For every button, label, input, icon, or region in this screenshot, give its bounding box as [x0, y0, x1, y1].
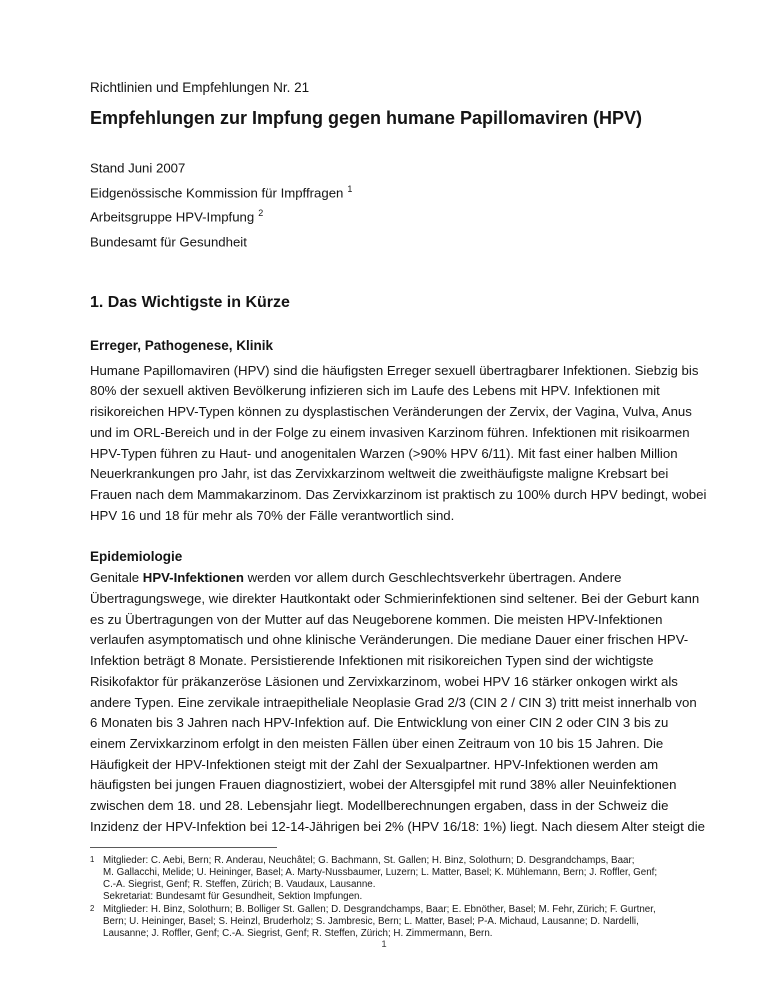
- text-line: HPV 16 und 18 für mehr als 70% der Fälle verantwortlich sind.: [90, 507, 455, 523]
- credits-block: [90, 154, 768, 253]
- text-line: HPV-Typen führen zu Haut- und anogenitalen Warzen (>90% HPV 6/11). Mit fast einer halben Million: [90, 445, 678, 461]
- footnote-marker-1: 1: [90, 854, 95, 864]
- text-line: risikoreichen HPV-Typen können zu dysplastischen Veränderungen der Zervix, der Vagina, Vulva, Anus: [90, 404, 692, 420]
- footnote-line: Bern; U. Heininger, Basel; S. Heinzl, Bruderholz; S. Jambresic, Bern; L. Matter, Basel; P-A. Michaud, Lausanne; D. Nardelli,: [103, 916, 639, 927]
- text-line: 6 Monaten bis 3 Jahren nach HPV-Infektion auf. Die Entwicklung von einer CIN 2 oder CIN 3 bis zu: [90, 715, 669, 731]
- footnote-text-2: [103, 904, 656, 941]
- text-line: andere Typen. Eine zervikale intraepitheliale Neoplasie Grad 2/3 (CIN 2 / CIN 3) tritt meist innerhalb von: [90, 694, 697, 710]
- credit-line: [90, 228, 768, 253]
- text-line: Inzidenz der HPV-Infektion bei 12-14-Jährigen bei 2% (HPV 16/18: 1%) liegt. Nach diesem Alter steigt die: [90, 818, 706, 834]
- credit-line: [90, 179, 768, 204]
- text-line: zwischen dem 18. und 28. Lebensjahr liegt. Modellberechnungen ergaben, dass in der Schweiz die: [90, 798, 669, 814]
- text-line: Humane Papillomaviren (HPV) sind die häufigsten Erreger sexuell übertragbarer Infektionen. Siebzig bis: [90, 362, 699, 378]
- paragraph-epidemiologie: [90, 568, 768, 837]
- credit-text: Bundesamt für Gesundheit: [90, 234, 247, 250]
- footnote-line: Sekretariat: Bundesamt für Gesundheit, Sektion Impfungen.: [103, 891, 363, 903]
- credit-line: [90, 203, 768, 228]
- text-line: verlaufen asymptomatisch und ohne klinische Veränderungen. Die mediane Dauer einer frischen HPV-: [90, 632, 689, 648]
- subsection-heading-erreger: Erreger, Pathogenese, Klinik: [90, 337, 274, 353]
- subsection-heading-epidemiologie: Epidemiologie: [90, 549, 183, 565]
- footnote-marker-2: 2: [90, 903, 95, 913]
- text-line: häufigsten bei jungen Frauen diagnostiziert, wobei der Altersgipfel mit rund 38% aller Neuinfektionen: [90, 777, 677, 793]
- document-title: Empfehlungen zur Impfung gegen humane Papillomaviren (HPV): [90, 108, 643, 128]
- page-number: 1: [381, 939, 387, 950]
- text-line: Genitale HPV-Infektionen werden vor allem durch Geschlechtsverkehr übertragen. Andere: [90, 570, 622, 586]
- credit-line: [90, 154, 768, 179]
- footnote-line: C.-A. Siegrist, Genf; R. Steffen, Zürich; B. Vaudaux, Lausanne.: [103, 879, 376, 891]
- text-line: 80% der sexuell aktiven Bevölkerung infizieren sich im Laufe des Lebens mit HPV. Infektionen mit: [90, 383, 660, 399]
- footnote-line: Mitglieder: C. Aebi, Bern; R. Anderau, Neuchâtel; G. Bachmann, St. Gallen; H. Binz, Solothurn; D. Desgrandchamps, Baar;: [103, 854, 635, 866]
- text-line: Häufigkeit der HPV-Infektionen steigt mit der Zahl der Sexualpartner. HPV-Infektionen werden am: [90, 756, 659, 772]
- credit-text: Stand Juni 2007: [90, 160, 186, 176]
- footnotes-block: [90, 847, 730, 941]
- footnote-ref: 2: [258, 208, 264, 219]
- text-line: und im ORL-Bereich und in der Folge zu einem invasiven Karzinom führen. Infektionen mit risikoarmen: [90, 424, 690, 440]
- footnote-ref: 1: [347, 183, 353, 194]
- footnote-2: [90, 904, 730, 941]
- section-heading: 1. Das Wichtigste in Kürze: [90, 293, 290, 311]
- text-line: Neuerkrankungen pro Jahr, ist das Zervixkarzinom weltweit die zweithäufigste maligne Krebsart bei: [90, 466, 669, 482]
- footnote-line: M. Gallacchi, Melide; U. Heininger, Basel; A. Marty-Nussbaumer, Luzern; L. Matter, Basel; K. Mühlemann, Bern; J. Roffler, Genf;: [103, 866, 658, 878]
- text-line: Übertragungswege, wie direkter Hautkontakt oder Schmierinfektionen sind seltener. Bei der Geburt kann: [90, 591, 700, 607]
- credit-text: Arbeitsgruppe HPV-Impfung: [90, 209, 255, 225]
- text-line: es zu Übertragungen von der Mutter auf das Neugeborene kommen. Die meisten HPV-Infektionen: [90, 611, 663, 627]
- credit-text: Eidgenössische Kommission für Impffragen: [90, 185, 344, 201]
- footnote-divider: [90, 847, 277, 848]
- text-line: Risikofaktor für präkanzeröse Läsionen und Zervixkarzinom, wobei HPV 16 stärker onkogen wirkt als: [90, 673, 678, 689]
- text-line: Infektion beträgt 8 Monate. Persistierende Infektionen mit risikoreichen Typen sind der wichtigste: [90, 653, 654, 669]
- footnote-1: [90, 855, 730, 904]
- document-kicker: Richtlinien und Empfehlungen Nr. 21: [90, 80, 310, 95]
- footnote-text-1: [103, 855, 657, 904]
- footnote-line: Lausanne; J. Roffler, Genf; C.-A. Siegrist, Genf; R. Steffen, Zürich; H. Zimmermann, Bern.: [103, 928, 493, 940]
- footnote-line: Mitglieder: H. Binz, Solothurn; B. Bolliger St. Gallen; D. Desgrandchamps, Baar; E. Ebnöther, Basel; M. Fehr, Zürich; F. Gurtner,: [103, 903, 656, 915]
- paragraph-erreger: [90, 361, 768, 527]
- text-line: einem Zervixkarzinom erfolgt in den meisten Fällen über einen Zeitraum von 10 bis 15 Jahren. Die: [90, 736, 664, 751]
- text-line: Frauen nach dem Mammakarzinom. Das Zervixkarzinom ist praktisch zu 100% durch HPV bedingt, wobei: [90, 486, 707, 502]
